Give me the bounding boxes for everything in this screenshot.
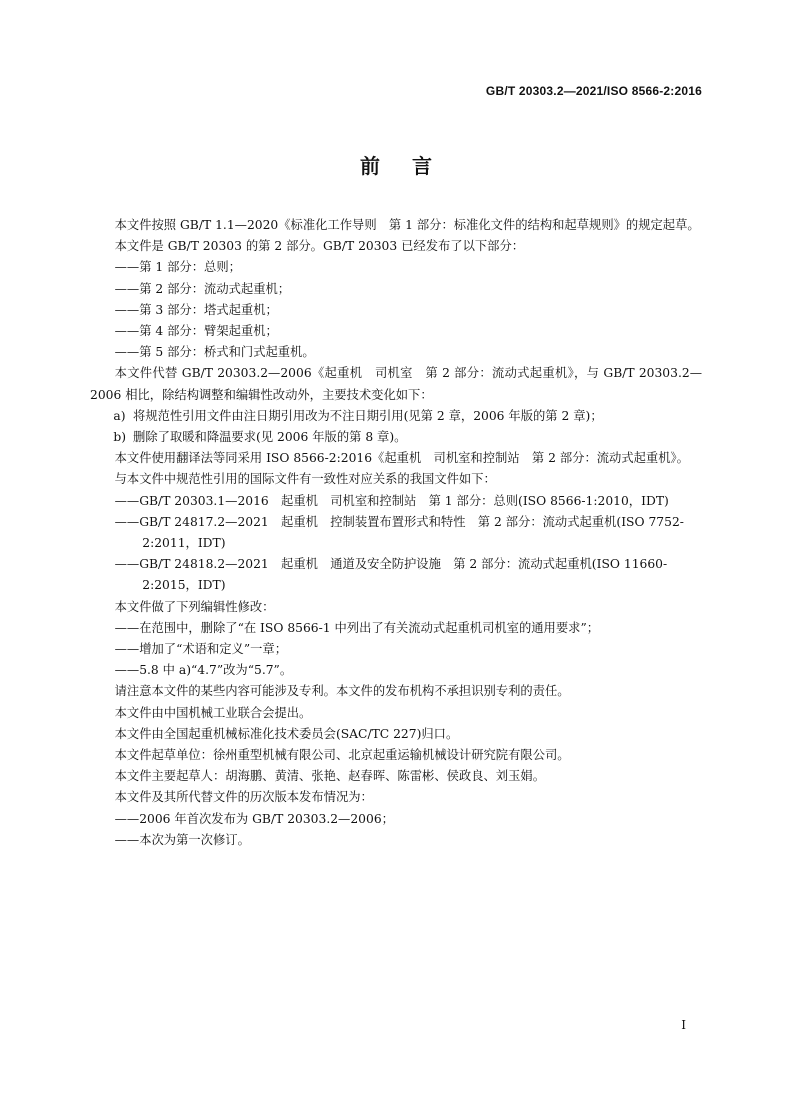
- list-item: ——第 3 部分：塔式起重机；: [114, 302, 278, 317]
- paragraph-edits: 本文件做了下列编辑性修改：: [114, 599, 275, 614]
- paragraph-replacement: 本文件代替 GB/T 20303.2—2006《起重机 司机室 第 2 部分：流动式起重机》，与 GB/T 20303.2—2006 相比，除结构调整和编辑性改动外，主要技术变化如下：: [90, 366, 702, 402]
- document-body: [90, 215, 702, 851]
- paragraph-international: 与本文件中规范性引用的国际文件有一致性对应关系的我国文件如下：: [114, 472, 496, 487]
- international-docs-list: [90, 491, 702, 597]
- list-item: ——第 2 部分：流动式起重机；: [114, 281, 291, 296]
- list-item: b) 删除了取暖和降温要求(见 2006 年版的第 8 章)。: [113, 430, 407, 445]
- technical-changes-list: [90, 406, 702, 448]
- list-item: ——GB/T 24818.2—2021 起重机 通道及安全防护设施 第 2 部分：流动式起重机(ISO 11660-2:2015，IDT): [114, 557, 668, 593]
- paragraph-translation: 本文件使用翻译法等同采用 ISO 8566-2:2016《起重机 司机室和控制站 第 2 部分：流动式起重机》。: [114, 451, 689, 466]
- page-number: I: [681, 1018, 686, 1032]
- paragraph-parts-intro: 本文件是 GB/T 20303 的第 2 部分。GB/T 20303 已经发布了以下部分：: [114, 239, 525, 254]
- parts-list: [90, 257, 702, 363]
- list-item: ——第 4 部分：臂架起重机；: [114, 324, 278, 339]
- list-item: ——GB/T 20303.1—2016 起重机 司机室和控制站 第 1 部分：总则(ISO 8566-1:2010，IDT): [114, 493, 669, 508]
- list-item: ——第 5 部分：桥式和门式起重机。: [114, 345, 315, 360]
- list-item: ——增加了“术语和定义”一章；: [114, 642, 288, 657]
- page-title: 前言: [360, 154, 464, 178]
- edit-list: [90, 618, 702, 682]
- list-item: ——5.8 中 a)“4.7”改为“5.7”。: [114, 663, 293, 678]
- paragraph-committee: 本文件由全国起重机械标准化技术委员会(SAC/TC 227)归口。: [114, 726, 459, 741]
- paragraph-patent: 请注意本文件的某些内容可能涉及专利。本文件的发布机构不承担识别专利的责任。: [114, 684, 570, 699]
- paragraph-history: 本文件及其所代替文件的历次版本发布情况为：: [114, 790, 373, 805]
- list-item: ——本次为第一次修订。: [114, 832, 250, 847]
- paragraph-drafters: 本文件主要起草人：胡海鹏、黄清、张艳、赵春晖、陈雷彬、侯政良、刘玉娟。: [114, 769, 545, 784]
- standard-code-header: GB/T 20303.2—2021/ISO 8566-2:2016: [485, 84, 702, 98]
- paragraph-drafting-rule: 本文件按照 GB/T 1.1—2020《标准化工作导则 第 1 部分：标准化文件的结构和起草规则》的规定起草。: [114, 218, 700, 232]
- list-item: ——2006 年首次发布为 GB/T 20303.2—2006；: [114, 811, 394, 826]
- list-item: a) 将规范性引用文件由注日期引用改为不注日期引用(见第 2 章，2006 年版的第 2 章)；: [113, 408, 603, 423]
- list-item: ——第 1 部分：总则；: [114, 260, 241, 275]
- paragraph-drafting-units: 本文件起草单位：徐州重型机械有限公司、北京起重运输机械设计研究院有限公司。: [114, 748, 570, 763]
- paragraph-proposer: 本文件由中国机械工业联合会提出。: [114, 705, 312, 720]
- list-item: ——在范围中，删除了“在 ISO 8566-1 中列出了有关流动式起重机司机室的通用要求”；: [114, 620, 600, 635]
- history-list: [90, 809, 702, 851]
- list-item: ——GB/T 24817.2—2021 起重机 控制装置布置形式和特性 第 2 部分：流动式起重机(ISO 7752-2:2011，IDT): [114, 514, 684, 551]
